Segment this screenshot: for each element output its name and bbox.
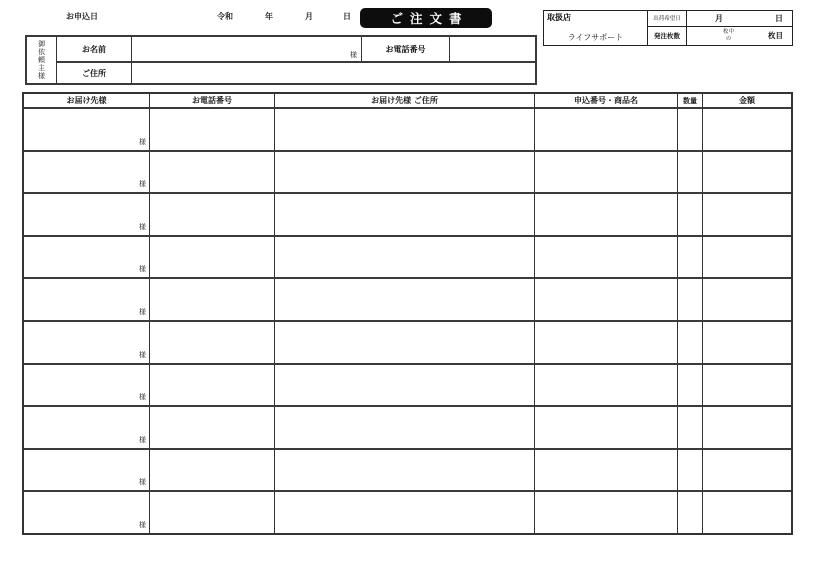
cell-product[interactable] (535, 492, 678, 533)
ship-date-row (648, 11, 792, 27)
cell-qty[interactable] (678, 109, 703, 150)
ship-month-label: 月 (715, 13, 723, 23)
product-value (535, 279, 677, 283)
phone-value (150, 152, 274, 156)
qty-value (678, 492, 702, 496)
cell-address[interactable] (275, 237, 535, 278)
cell-amount[interactable] (703, 109, 791, 150)
table-row (24, 320, 791, 363)
phone-value (150, 492, 274, 496)
cell-recipient[interactable] (24, 279, 150, 320)
product-value (535, 492, 677, 496)
amount-value (703, 322, 791, 326)
header-amount: 金額 (739, 96, 755, 105)
header-address: お届け先様 ご住所 (275, 94, 535, 107)
order-table-header (24, 94, 791, 107)
product-value (535, 322, 677, 326)
sheets-of-label: 枚中 の (723, 29, 735, 42)
cell-phone[interactable] (150, 365, 275, 406)
cell-phone[interactable] (150, 109, 275, 150)
honorific-sama: 様 (139, 137, 146, 146)
month-label: 月 (305, 12, 313, 21)
era-label: 令和 (217, 12, 233, 21)
cell-phone[interactable] (150, 322, 275, 363)
address-value (275, 322, 534, 326)
cell-qty[interactable] (678, 450, 703, 491)
ship-date-label: 出荷希望日 (653, 16, 681, 23)
cell-phone[interactable] (150, 237, 275, 278)
cell-amount[interactable] (703, 152, 791, 193)
amount-value (703, 152, 791, 156)
qty-value (678, 279, 702, 283)
phone-value (150, 407, 274, 411)
cell-address[interactable] (275, 152, 535, 193)
cell-amount[interactable] (703, 322, 791, 363)
amount-value (703, 237, 791, 241)
sheet-number-label: 枚目 (768, 31, 783, 41)
dealer-store-cell (544, 11, 648, 45)
amount-value (703, 492, 791, 496)
phone-value (450, 37, 535, 41)
honorific-sama: 様 (139, 307, 146, 316)
qty-value (678, 322, 702, 326)
cell-qty[interactable] (678, 322, 703, 363)
table-row (24, 150, 791, 193)
dealer-grid (648, 11, 792, 45)
recipient-value (24, 492, 149, 496)
cell-qty[interactable] (678, 194, 703, 235)
recipient-value (24, 109, 149, 113)
cell-address[interactable] (275, 450, 535, 491)
cell-recipient[interactable] (24, 322, 150, 363)
requester-address-row (57, 63, 535, 83)
cell-product[interactable] (535, 407, 678, 448)
cell-qty[interactable] (678, 407, 703, 448)
honorific-sama: 様 (139, 222, 146, 231)
honorific-sama: 様 (139, 393, 146, 402)
table-row (24, 235, 791, 278)
store-label: 取扱店 (547, 13, 571, 22)
product-value (535, 109, 677, 113)
cell-phone[interactable] (150, 450, 275, 491)
phone-value (150, 279, 274, 283)
cell-amount[interactable] (703, 365, 791, 406)
cell-amount[interactable] (703, 492, 791, 533)
name-field[interactable] (132, 37, 362, 61)
address-value (275, 365, 534, 369)
cell-qty[interactable] (678, 279, 703, 320)
cell-recipient[interactable] (24, 450, 150, 491)
phone-value (150, 322, 274, 326)
header-qty: 数量 (678, 94, 703, 107)
address-value (275, 109, 534, 113)
header-phone: お電話番号 (150, 94, 275, 107)
amount-value (703, 365, 791, 369)
cell-recipient[interactable] (24, 407, 150, 448)
address-value (275, 194, 534, 198)
phone-field[interactable] (450, 37, 535, 61)
qty-value (678, 194, 702, 198)
cell-phone[interactable] (150, 407, 275, 448)
table-row (24, 405, 791, 448)
phone-value (150, 194, 274, 198)
order-count-label-cell (648, 27, 687, 46)
address-value (275, 279, 534, 283)
cell-product[interactable] (535, 194, 678, 235)
address-value (275, 450, 534, 454)
requester-grid (57, 37, 535, 83)
order-count-field[interactable] (687, 27, 792, 46)
honorific-sama: 様 (139, 520, 146, 529)
cell-recipient[interactable] (24, 109, 150, 150)
phone-label: お電話番号 (362, 37, 450, 61)
header-recipient: お届け先様 (24, 94, 150, 107)
recipient-value (24, 279, 149, 283)
header-product: 申込番号・商品名 (535, 94, 678, 107)
cell-amount[interactable] (703, 237, 791, 278)
form-title: ご注文書 (390, 11, 469, 26)
cell-amount[interactable] (703, 450, 791, 491)
cell-address[interactable] (275, 322, 535, 363)
cell-product[interactable] (535, 279, 678, 320)
requester-box (25, 35, 537, 85)
form-title-badge (360, 8, 492, 28)
recipient-value (24, 194, 149, 198)
requester-name-row (57, 37, 535, 63)
cell-recipient[interactable] (24, 365, 150, 406)
order-count-row (648, 27, 792, 46)
cell-address[interactable] (275, 365, 535, 406)
name-value (132, 37, 361, 41)
honorific-sama: 様 (139, 435, 146, 444)
product-value (535, 407, 677, 411)
product-value (535, 450, 677, 454)
product-value (535, 365, 677, 369)
table-row (24, 277, 791, 320)
address-value (132, 63, 535, 67)
cell-address[interactable] (275, 194, 535, 235)
address-value (275, 407, 534, 411)
recipient-value (24, 152, 149, 156)
honorific-sama: 様 (139, 350, 146, 359)
amount-value (703, 279, 791, 283)
honorific-sama: 様 (350, 51, 357, 59)
cell-product[interactable] (535, 450, 678, 491)
phone-value (150, 450, 274, 454)
qty-value (678, 152, 702, 156)
recipient-value (24, 407, 149, 411)
cell-phone[interactable] (150, 492, 275, 533)
cell-recipient[interactable] (24, 194, 150, 235)
amount-value (703, 407, 791, 411)
cell-phone[interactable] (150, 279, 275, 320)
table-row (24, 448, 791, 491)
cell-qty[interactable] (678, 237, 703, 278)
address-value (275, 152, 534, 156)
requester-side-label: 御依頼主様 (27, 37, 57, 83)
cell-phone[interactable] (150, 194, 275, 235)
order-table-body (24, 107, 791, 533)
cell-address[interactable] (275, 492, 535, 533)
cell-address[interactable] (275, 407, 535, 448)
address-value (275, 492, 534, 496)
year-label: 年 (265, 12, 273, 21)
qty-value (678, 365, 702, 369)
cell-qty[interactable] (678, 365, 703, 406)
amount-value (703, 109, 791, 113)
cell-amount[interactable] (703, 279, 791, 320)
cell-recipient[interactable] (24, 152, 150, 193)
cell-product[interactable] (535, 237, 678, 278)
cell-phone[interactable] (150, 152, 275, 193)
ship-date-field[interactable] (687, 11, 792, 26)
cell-product[interactable] (535, 322, 678, 363)
amount-value (703, 194, 791, 198)
cell-qty[interactable] (678, 152, 703, 193)
cell-recipient[interactable] (24, 492, 150, 533)
store-name: ライフサポート (567, 33, 624, 42)
apply-date-label: お申込日 (66, 12, 98, 21)
qty-value (678, 450, 702, 454)
order-count-label: 発注枚数 (654, 32, 680, 41)
phone-value (150, 365, 274, 369)
honorific-sama: 様 (139, 478, 146, 487)
cell-amount[interactable] (703, 407, 791, 448)
product-value (535, 237, 677, 241)
cell-qty[interactable] (678, 492, 703, 533)
product-value (535, 194, 677, 198)
honorific-sama: 様 (139, 265, 146, 274)
name-label: お名前 (57, 37, 132, 61)
table-row (24, 192, 791, 235)
cell-recipient[interactable] (24, 237, 150, 278)
cell-product[interactable] (535, 365, 678, 406)
recipient-value (24, 365, 149, 369)
recipient-value (24, 322, 149, 326)
table-row (24, 490, 791, 533)
phone-value (150, 109, 274, 113)
address-label: ご住所 (57, 63, 132, 83)
cell-product[interactable] (535, 152, 678, 193)
qty-value (678, 407, 702, 411)
cell-product[interactable] (535, 109, 678, 150)
dealer-box (543, 10, 793, 46)
amount-value (703, 450, 791, 454)
table-row (24, 107, 791, 150)
cell-amount[interactable] (703, 194, 791, 235)
address-value (275, 237, 534, 241)
ship-day-label: 日 (775, 13, 783, 23)
table-row (24, 363, 791, 406)
phone-value (150, 237, 274, 241)
recipient-value (24, 450, 149, 454)
honorific-sama: 様 (139, 180, 146, 189)
product-value (535, 152, 677, 156)
address-field[interactable] (132, 63, 535, 83)
cell-address[interactable] (275, 109, 535, 150)
qty-value (678, 237, 702, 241)
recipient-value (24, 237, 149, 241)
ship-date-label-cell (648, 11, 687, 26)
qty-value (678, 109, 702, 113)
cell-address[interactable] (275, 279, 535, 320)
order-table (22, 92, 793, 535)
day-label: 日 (343, 12, 351, 21)
